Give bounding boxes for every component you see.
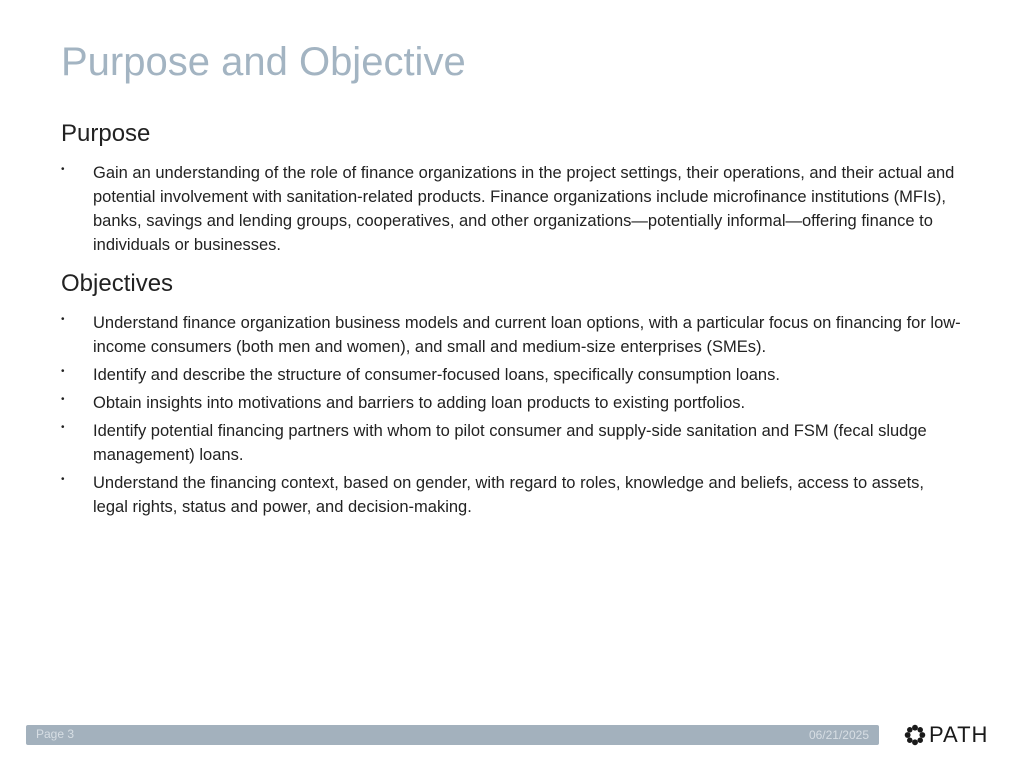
bullet-dot-icon: •	[61, 314, 65, 325]
footer-bar	[26, 725, 879, 745]
bullet-text: Obtain insights into motivations and barriers to adding loan products to existing portfolios.	[93, 394, 746, 412]
bullet-text: Understand finance organization business models and current loan options, with a particular focus on financing for low-income consumers (both men and women), and small and medium-size enterprises (SMEs).	[93, 314, 961, 356]
bullet-text: Identify and describe the structure of consumer-focused loans, specifically consumption loans.	[93, 366, 780, 384]
objective-bullet-item	[61, 311, 961, 359]
purpose-heading: Purpose	[61, 120, 151, 147]
bullet-text: Gain an understanding of the role of finance organizations in the project settings, their operations, and their actual and potential involvement with sanitation-related products. Finance organizations include microfinance institutions (MFIs), banks, savings and lending groups, cooperatives, and other organizations—potentially informal—offering finance to individuals or businesses.	[93, 164, 955, 254]
objective-bullet-item	[61, 419, 961, 467]
objectives-heading: Objectives	[61, 270, 174, 297]
bullet-text: Identify potential financing partners with whom to pilot consumer and supply-side sanitation and FSM (fecal sludge management) loans.	[93, 422, 927, 464]
bullet-text: Understand the financing context, based on gender, with regard to roles, knowledge and beliefs, access to assets, legal rights, status and power, and decision-making.	[93, 474, 925, 516]
objective-bullet-item	[61, 363, 961, 387]
bullet-dot-icon: •	[61, 474, 65, 485]
purpose-bullet-item	[61, 161, 961, 257]
objective-bullet-item	[61, 471, 961, 519]
path-logo	[904, 722, 988, 748]
bullet-dot-icon: •	[61, 164, 65, 175]
objectives-bullet-list	[61, 311, 961, 523]
slide-title: Purpose and Objective	[61, 40, 466, 84]
path-flower-logo-icon	[904, 724, 926, 746]
bullet-dot-icon: •	[61, 366, 65, 377]
objective-bullet-item	[61, 391, 961, 415]
logo-text: PATH	[929, 722, 989, 747]
page-number: Page 3	[36, 727, 75, 741]
purpose-bullet-list	[61, 161, 961, 261]
bullet-dot-icon: •	[61, 394, 65, 405]
bullet-dot-icon: •	[61, 422, 65, 433]
footer-date: 06/21/2025	[808, 728, 869, 742]
